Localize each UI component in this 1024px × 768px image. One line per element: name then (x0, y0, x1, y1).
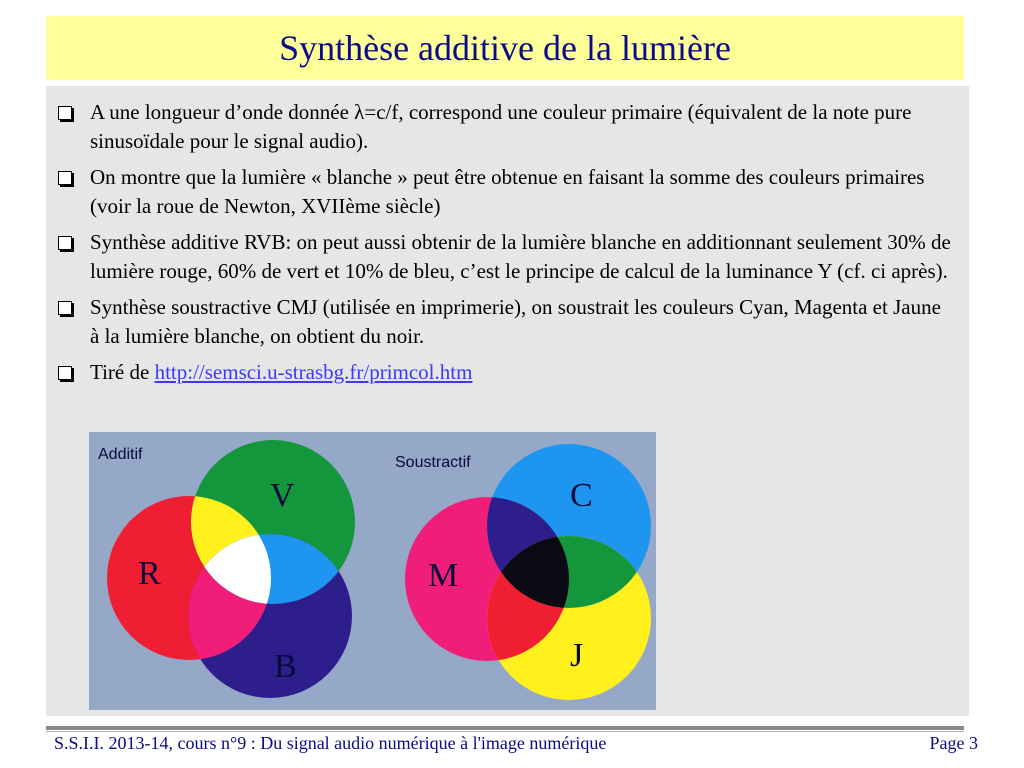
letter-m: M (428, 557, 459, 594)
additive-label: Additif (98, 446, 143, 463)
slide-title: Synthèse additive de la lumière (279, 28, 731, 68)
bullet-text: A une longueur d’onde donnée λ=c/f, correspond une couleur primaire (équivalent de la note pure sinusoïdale pour le signal audio). (90, 100, 912, 153)
page-number: Page 3 (929, 733, 978, 753)
letter-b: B (274, 648, 297, 685)
checkbox-bullet-icon (58, 301, 72, 315)
bullet-item (58, 163, 953, 221)
checkbox-bullet-icon (58, 106, 72, 120)
source-link[interactable]: http://semsci.u-strasbg.fr/primcol.htm (154, 360, 473, 384)
bullet-list (58, 98, 953, 394)
letter-r: R (138, 555, 161, 592)
subtractive-label: Soustractif (395, 454, 471, 471)
letter-v: V (270, 477, 295, 514)
checkbox-bullet-icon (58, 171, 72, 185)
letter-j: J (570, 637, 584, 674)
letter-c: C (570, 477, 593, 514)
source-prefix: Tiré de (90, 360, 155, 384)
checkbox-bullet-icon (58, 366, 72, 380)
bullet-item (58, 293, 953, 351)
bullet-item (58, 228, 953, 286)
color-synthesis-figure (89, 432, 656, 710)
footer-course-info: S.S.I.I. 2013-14, cours n°9 : Du signal audio numérique à l'image numérique (54, 733, 607, 753)
checkbox-bullet-icon (58, 236, 72, 250)
bullet-item-source (58, 358, 953, 387)
footer-divider (46, 726, 964, 730)
title-bar (46, 16, 964, 80)
footer-divider-thin (46, 731, 964, 732)
bullet-text: Synthèse soustractive CMJ (utilisée en imprimerie), on soustrait les couleurs Cyan, Magenta et Jaune à la lumière blanche, on obtient du noir. (90, 295, 941, 348)
content-area (46, 86, 969, 716)
bullet-item (58, 98, 953, 156)
bullet-text: On montre que la lumière « blanche » peut être obtenue en faisant la somme des couleurs primaires (voir la roue de Newton, XVIIème siècle) (90, 165, 925, 218)
bullet-text: Synthèse additive RVB: on peut aussi obtenir de la lumière blanche en additionnant seulement 30% de lumière rouge, 60% de vert et 10% de bleu, c’est le principe de calcul de la luminance Y (cf. ci après). (90, 230, 951, 283)
